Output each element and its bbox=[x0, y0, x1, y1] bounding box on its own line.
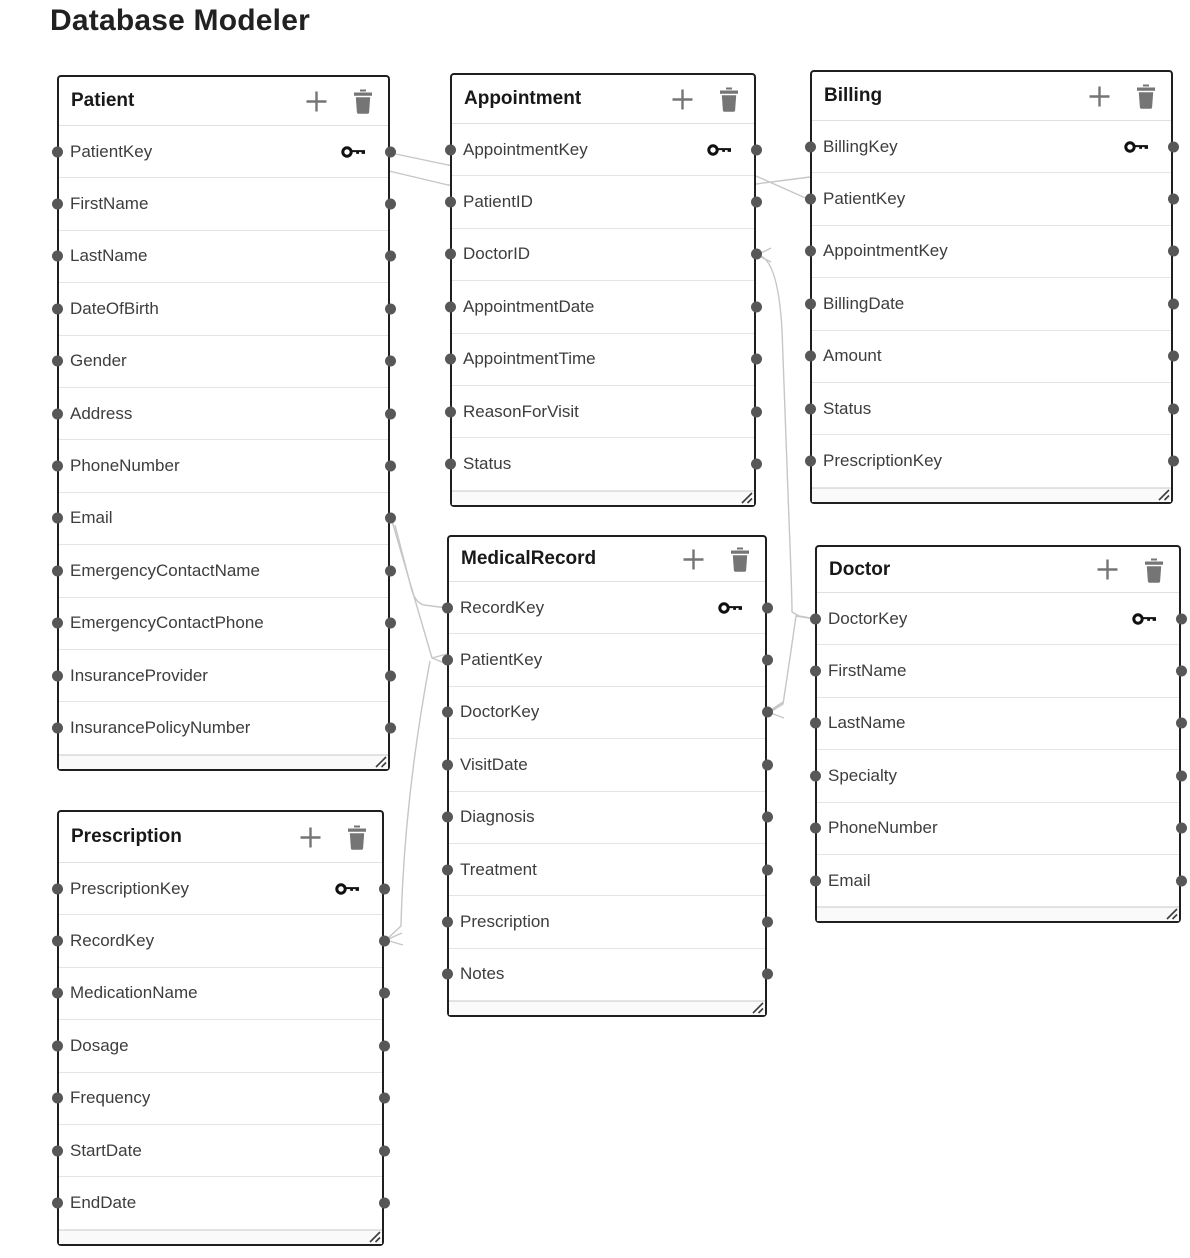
connection-port-right[interactable] bbox=[751, 144, 762, 155]
field-row-appointmentdate[interactable] bbox=[452, 281, 754, 333]
connection-port-left[interactable] bbox=[810, 613, 821, 624]
page-title: Database Modeler bbox=[50, 4, 310, 37]
connection-port-right[interactable] bbox=[385, 722, 396, 733]
field-label: Email bbox=[70, 508, 113, 528]
connection-port-right[interactable] bbox=[751, 249, 762, 260]
field-row-visitdate[interactable] bbox=[449, 739, 765, 791]
connection-port-right[interactable] bbox=[1168, 456, 1179, 467]
field-label: Status bbox=[823, 398, 872, 418]
field-label: DateOfBirth bbox=[70, 298, 159, 318]
connection-port-right[interactable] bbox=[1176, 718, 1187, 729]
connection-port-right[interactable] bbox=[385, 513, 396, 524]
field-label: RecordKey bbox=[460, 597, 545, 617]
plus-icon[interactable] bbox=[680, 546, 707, 573]
table-title: Patient bbox=[71, 90, 135, 111]
connection-port-left[interactable] bbox=[805, 456, 816, 467]
field-row-patientid[interactable] bbox=[452, 176, 754, 228]
connection-port-right[interactable] bbox=[1176, 875, 1187, 886]
table-actions bbox=[303, 88, 374, 115]
connection-port-left[interactable] bbox=[52, 670, 63, 681]
field-label: PrescriptionKey bbox=[823, 451, 943, 471]
connection-port-left[interactable] bbox=[52, 146, 63, 157]
plus-icon[interactable] bbox=[303, 88, 330, 115]
field-label: Amount bbox=[823, 346, 882, 366]
field-label: LastName bbox=[828, 713, 906, 733]
connection-port-left[interactable] bbox=[52, 618, 63, 629]
connection-port-right[interactable] bbox=[1168, 351, 1179, 362]
connection-port-right[interactable] bbox=[1176, 770, 1187, 781]
key-icon bbox=[718, 600, 743, 615]
trash-icon[interactable] bbox=[718, 86, 740, 112]
field-label: Address bbox=[70, 403, 133, 423]
trash-icon[interactable] bbox=[346, 824, 368, 850]
connection-port-left[interactable] bbox=[805, 141, 816, 152]
connection-port-left[interactable] bbox=[442, 759, 453, 770]
key-icon bbox=[1124, 139, 1149, 154]
connection-port-left[interactable] bbox=[810, 823, 821, 834]
field-row-firstname[interactable] bbox=[817, 645, 1179, 697]
connection-port-left[interactable] bbox=[805, 351, 816, 362]
field-row-dosage[interactable] bbox=[59, 1020, 382, 1072]
connection-port-left[interactable] bbox=[445, 406, 456, 417]
connection-port-left[interactable] bbox=[805, 194, 816, 205]
field-row-recordkey[interactable] bbox=[59, 915, 382, 967]
key-icon bbox=[335, 881, 360, 896]
field-label: DoctorKey bbox=[828, 608, 908, 628]
field-label: VisitDate bbox=[460, 754, 528, 774]
field-row-billingdate[interactable] bbox=[812, 278, 1171, 330]
field-label: FirstName bbox=[70, 194, 149, 214]
field-row-firstname[interactable] bbox=[59, 178, 388, 230]
connection-port-left[interactable] bbox=[442, 917, 453, 928]
entity-table-appointment[interactable] bbox=[450, 73, 756, 507]
connection-port-right[interactable] bbox=[379, 936, 390, 947]
connection-port-right[interactable] bbox=[1168, 246, 1179, 257]
connection-port-left[interactable] bbox=[52, 883, 63, 894]
table-header[interactable] bbox=[812, 72, 1171, 121]
connection-port-right[interactable] bbox=[1168, 298, 1179, 309]
connection-port-left[interactable] bbox=[442, 655, 453, 666]
table-title: Appointment bbox=[464, 88, 582, 109]
connection-port-right[interactable] bbox=[1176, 666, 1187, 677]
connection-port-left[interactable] bbox=[52, 356, 63, 367]
trash-icon[interactable] bbox=[1143, 557, 1165, 583]
connection-port-right[interactable] bbox=[751, 459, 762, 470]
plus-icon[interactable] bbox=[1086, 83, 1113, 110]
field-row-specialty[interactable] bbox=[817, 750, 1179, 802]
connection-port-left[interactable] bbox=[445, 144, 456, 155]
field-row-dateofbirth[interactable] bbox=[59, 283, 388, 335]
entity-table-prescription[interactable] bbox=[57, 810, 384, 1246]
field-row-notes[interactable] bbox=[449, 949, 765, 1001]
field-label: RecordKey bbox=[70, 931, 155, 951]
field-label: InsurancePolicyNumber bbox=[70, 717, 251, 737]
table-header[interactable] bbox=[817, 547, 1179, 593]
table-actions bbox=[680, 546, 751, 573]
field-label: PatientKey bbox=[70, 141, 153, 161]
field-label: Prescription bbox=[460, 912, 550, 932]
field-label: PatientKey bbox=[460, 650, 543, 670]
entity-table-patient[interactable] bbox=[57, 75, 390, 771]
trash-icon[interactable] bbox=[352, 88, 374, 114]
table-title: Doctor bbox=[829, 558, 891, 580]
field-row-insurancepolicynumber[interactable] bbox=[59, 702, 388, 754]
field-row-appointmentkey[interactable] bbox=[452, 124, 754, 176]
connection-port-left[interactable] bbox=[442, 707, 453, 718]
table-footer bbox=[59, 1230, 382, 1244]
connection-port-left[interactable] bbox=[810, 666, 821, 677]
connection-port-left[interactable] bbox=[52, 513, 63, 524]
field-label: EndDate bbox=[70, 1193, 137, 1213]
table-footer bbox=[452, 491, 754, 505]
connection-port-left[interactable] bbox=[52, 251, 63, 262]
connection-port-right[interactable] bbox=[385, 303, 396, 314]
trash-icon[interactable] bbox=[1135, 83, 1157, 109]
connection-port-right[interactable] bbox=[1168, 403, 1179, 414]
table-title: MedicalRecord bbox=[461, 548, 597, 569]
field-row-frequency[interactable] bbox=[59, 1073, 382, 1125]
field-label: DoctorID bbox=[463, 244, 531, 264]
field-label: PhoneNumber bbox=[70, 456, 180, 476]
table-title: Billing bbox=[824, 85, 883, 106]
field-row-treatment[interactable] bbox=[449, 844, 765, 896]
field-row-patientkey[interactable] bbox=[449, 634, 765, 686]
entity-table-doctor[interactable] bbox=[815, 545, 1181, 923]
connection-port-right[interactable] bbox=[385, 199, 396, 210]
field-row-status[interactable] bbox=[812, 383, 1171, 435]
connection-port-left[interactable] bbox=[52, 1198, 63, 1209]
connection-port-left[interactable] bbox=[52, 408, 63, 419]
connection-port-right[interactable] bbox=[762, 707, 773, 718]
connection-port-left[interactable] bbox=[805, 403, 816, 414]
connection-port-left[interactable] bbox=[445, 197, 456, 208]
connection-port-right[interactable] bbox=[385, 251, 396, 262]
table-header[interactable] bbox=[59, 812, 382, 863]
field-row-email[interactable] bbox=[817, 855, 1179, 907]
field-label: ReasonForVisit bbox=[463, 401, 579, 421]
field-row-emergencycontactphone[interactable] bbox=[59, 598, 388, 650]
connection-port-left[interactable] bbox=[52, 303, 63, 314]
connection-port-right[interactable] bbox=[379, 1198, 390, 1209]
connection-port-right[interactable] bbox=[1176, 823, 1187, 834]
connection-port-right[interactable] bbox=[1168, 194, 1179, 205]
connection-port-left[interactable] bbox=[445, 459, 456, 470]
table-header[interactable] bbox=[449, 537, 765, 582]
connection-port-right[interactable] bbox=[751, 354, 762, 365]
connection-port-left[interactable] bbox=[52, 1145, 63, 1156]
table-actions bbox=[669, 86, 740, 113]
connection-port-left[interactable] bbox=[810, 770, 821, 781]
field-label: AppointmentTime bbox=[463, 349, 596, 369]
connection-port-right[interactable] bbox=[751, 301, 762, 312]
field-label: LastName bbox=[70, 246, 148, 266]
field-label: Frequency bbox=[70, 1088, 151, 1108]
connection-port-right[interactable] bbox=[762, 655, 773, 666]
table-title: Prescription bbox=[71, 826, 182, 847]
field-label: PatientID bbox=[463, 192, 533, 212]
connection-port-right[interactable] bbox=[385, 565, 396, 576]
field-row-recordkey[interactable] bbox=[449, 582, 765, 634]
field-row-billingkey[interactable] bbox=[812, 121, 1171, 173]
field-label: Treatment bbox=[460, 859, 537, 879]
connection-port-right[interactable] bbox=[385, 146, 396, 157]
table-footer bbox=[812, 488, 1171, 502]
connection-port-right[interactable] bbox=[385, 670, 396, 681]
key-icon bbox=[341, 144, 366, 159]
resize-handle-icon[interactable] bbox=[739, 490, 753, 504]
field-label: AppointmentKey bbox=[823, 241, 948, 261]
field-row-phonenumber[interactable] bbox=[59, 440, 388, 492]
connection-port-right[interactable] bbox=[762, 917, 773, 928]
resize-handle-icon[interactable] bbox=[373, 754, 387, 768]
resize-handle-icon[interactable] bbox=[367, 1229, 381, 1243]
field-row-doctorkey[interactable] bbox=[817, 593, 1179, 645]
connection-port-left[interactable] bbox=[52, 988, 63, 999]
connection-port-left[interactable] bbox=[445, 354, 456, 365]
connection-port-right[interactable] bbox=[379, 988, 390, 999]
field-row-address[interactable] bbox=[59, 388, 388, 440]
connection-port-left[interactable] bbox=[52, 1040, 63, 1051]
field-label: StartDate bbox=[70, 1140, 142, 1160]
connection-port-left[interactable] bbox=[805, 246, 816, 257]
field-label: PrescriptionKey bbox=[70, 878, 190, 898]
plus-icon[interactable] bbox=[1094, 556, 1121, 583]
field-label: Specialty bbox=[828, 765, 897, 785]
connection-port-left[interactable] bbox=[442, 864, 453, 875]
connection-port-left[interactable] bbox=[442, 969, 453, 980]
field-row-enddate[interactable] bbox=[59, 1177, 382, 1229]
key-icon bbox=[1132, 611, 1157, 626]
entity-table-billing[interactable] bbox=[810, 70, 1173, 504]
connection-port-right[interactable] bbox=[385, 356, 396, 367]
field-row-medicationname[interactable] bbox=[59, 968, 382, 1020]
field-row-status[interactable] bbox=[452, 438, 754, 490]
field-row-doctorid[interactable] bbox=[452, 229, 754, 281]
relationship-line-2[interactable] bbox=[392, 521, 447, 664]
connection-port-right[interactable] bbox=[1176, 613, 1187, 624]
connection-port-right[interactable] bbox=[751, 406, 762, 417]
connection-port-left[interactable] bbox=[805, 298, 816, 309]
field-label: Gender bbox=[70, 351, 127, 371]
connection-port-right[interactable] bbox=[1168, 141, 1179, 152]
field-row-emergencycontactname[interactable] bbox=[59, 545, 388, 597]
table-actions bbox=[1086, 83, 1157, 110]
field-row-prescriptionkey[interactable] bbox=[59, 863, 382, 915]
field-label: Notes bbox=[460, 964, 505, 984]
connection-port-right[interactable] bbox=[379, 883, 390, 894]
connection-port-left[interactable] bbox=[52, 461, 63, 472]
field-row-phonenumber[interactable] bbox=[817, 803, 1179, 855]
connection-port-right[interactable] bbox=[385, 618, 396, 629]
field-row-doctorkey[interactable] bbox=[449, 687, 765, 739]
connection-port-right[interactable] bbox=[379, 1093, 390, 1104]
connection-port-left[interactable] bbox=[445, 301, 456, 312]
field-label: AppointmentDate bbox=[463, 296, 595, 316]
field-label: Status bbox=[463, 454, 512, 474]
resize-handle-icon[interactable] bbox=[1156, 487, 1170, 501]
field-label: BillingKey bbox=[823, 136, 898, 156]
entity-table-medicalrecord[interactable] bbox=[447, 535, 767, 1017]
connection-port-left[interactable] bbox=[810, 718, 821, 729]
field-label: Diagnosis bbox=[460, 807, 535, 827]
field-label: AppointmentKey bbox=[463, 139, 588, 159]
field-row-gender[interactable] bbox=[59, 336, 388, 388]
field-row-appointmentkey[interactable] bbox=[812, 226, 1171, 278]
resize-handle-icon[interactable] bbox=[1164, 906, 1178, 920]
field-row-email[interactable] bbox=[59, 493, 388, 545]
field-label: BillingDate bbox=[823, 293, 905, 313]
field-row-lastname[interactable] bbox=[59, 231, 388, 283]
key-icon bbox=[707, 142, 732, 157]
connection-port-right[interactable] bbox=[762, 969, 773, 980]
relationship-line-3[interactable] bbox=[395, 525, 447, 608]
connection-port-right[interactable] bbox=[385, 408, 396, 419]
connection-port-left[interactable] bbox=[52, 565, 63, 576]
connection-port-left[interactable] bbox=[52, 936, 63, 947]
connection-port-left[interactable] bbox=[810, 875, 821, 886]
resize-handle-icon[interactable] bbox=[750, 1000, 764, 1014]
plus-icon[interactable] bbox=[669, 86, 696, 113]
table-footer bbox=[817, 907, 1179, 921]
field-row-patientkey[interactable] bbox=[59, 126, 388, 178]
connection-port-right[interactable] bbox=[762, 759, 773, 770]
field-label: MedicationName bbox=[70, 983, 198, 1003]
field-label: Dosage bbox=[70, 1035, 129, 1055]
connection-port-right[interactable] bbox=[762, 602, 773, 613]
field-row-insuranceprovider[interactable] bbox=[59, 650, 388, 702]
field-row-startdate[interactable] bbox=[59, 1125, 382, 1177]
table-footer bbox=[449, 1001, 765, 1015]
connection-port-left[interactable] bbox=[442, 602, 453, 613]
field-label: FirstName bbox=[828, 661, 907, 681]
relationship-line-6[interactable] bbox=[768, 616, 815, 718]
field-row-diagnosis[interactable] bbox=[449, 792, 765, 844]
trash-icon[interactable] bbox=[729, 546, 751, 572]
connection-port-left[interactable] bbox=[52, 1093, 63, 1104]
table-actions bbox=[297, 824, 368, 851]
table-actions bbox=[1094, 556, 1165, 583]
plus-icon[interactable] bbox=[297, 824, 324, 851]
field-label: DoctorKey bbox=[460, 702, 540, 722]
connection-port-right[interactable] bbox=[379, 1040, 390, 1051]
field-row-lastname[interactable] bbox=[817, 698, 1179, 750]
connection-port-left[interactable] bbox=[445, 249, 456, 260]
field-row-reasonforvisit[interactable] bbox=[452, 386, 754, 438]
field-row-prescription[interactable] bbox=[449, 896, 765, 948]
field-row-amount[interactable] bbox=[812, 331, 1171, 383]
connection-port-left[interactable] bbox=[52, 199, 63, 210]
field-label: PatientKey bbox=[823, 189, 906, 209]
connection-port-right[interactable] bbox=[385, 461, 396, 472]
connection-port-right[interactable] bbox=[751, 197, 762, 208]
table-header[interactable] bbox=[59, 77, 388, 126]
field-label: EmergencyContactName bbox=[70, 560, 260, 580]
connection-port-left[interactable] bbox=[442, 812, 453, 823]
connection-port-right[interactable] bbox=[762, 812, 773, 823]
field-label: EmergencyContactPhone bbox=[70, 613, 264, 633]
field-row-patientkey[interactable] bbox=[812, 173, 1171, 225]
field-row-prescriptionkey[interactable] bbox=[812, 435, 1171, 487]
table-header[interactable] bbox=[452, 75, 754, 124]
field-label: Email bbox=[828, 870, 871, 890]
field-label: PhoneNumber bbox=[828, 818, 938, 838]
connection-port-left[interactable] bbox=[52, 722, 63, 733]
table-footer bbox=[59, 755, 388, 769]
field-label: InsuranceProvider bbox=[70, 665, 208, 685]
connection-port-right[interactable] bbox=[762, 864, 773, 875]
field-row-appointmenttime[interactable] bbox=[452, 334, 754, 386]
connection-port-right[interactable] bbox=[379, 1145, 390, 1156]
relationship-line-4[interactable] bbox=[386, 661, 430, 945]
